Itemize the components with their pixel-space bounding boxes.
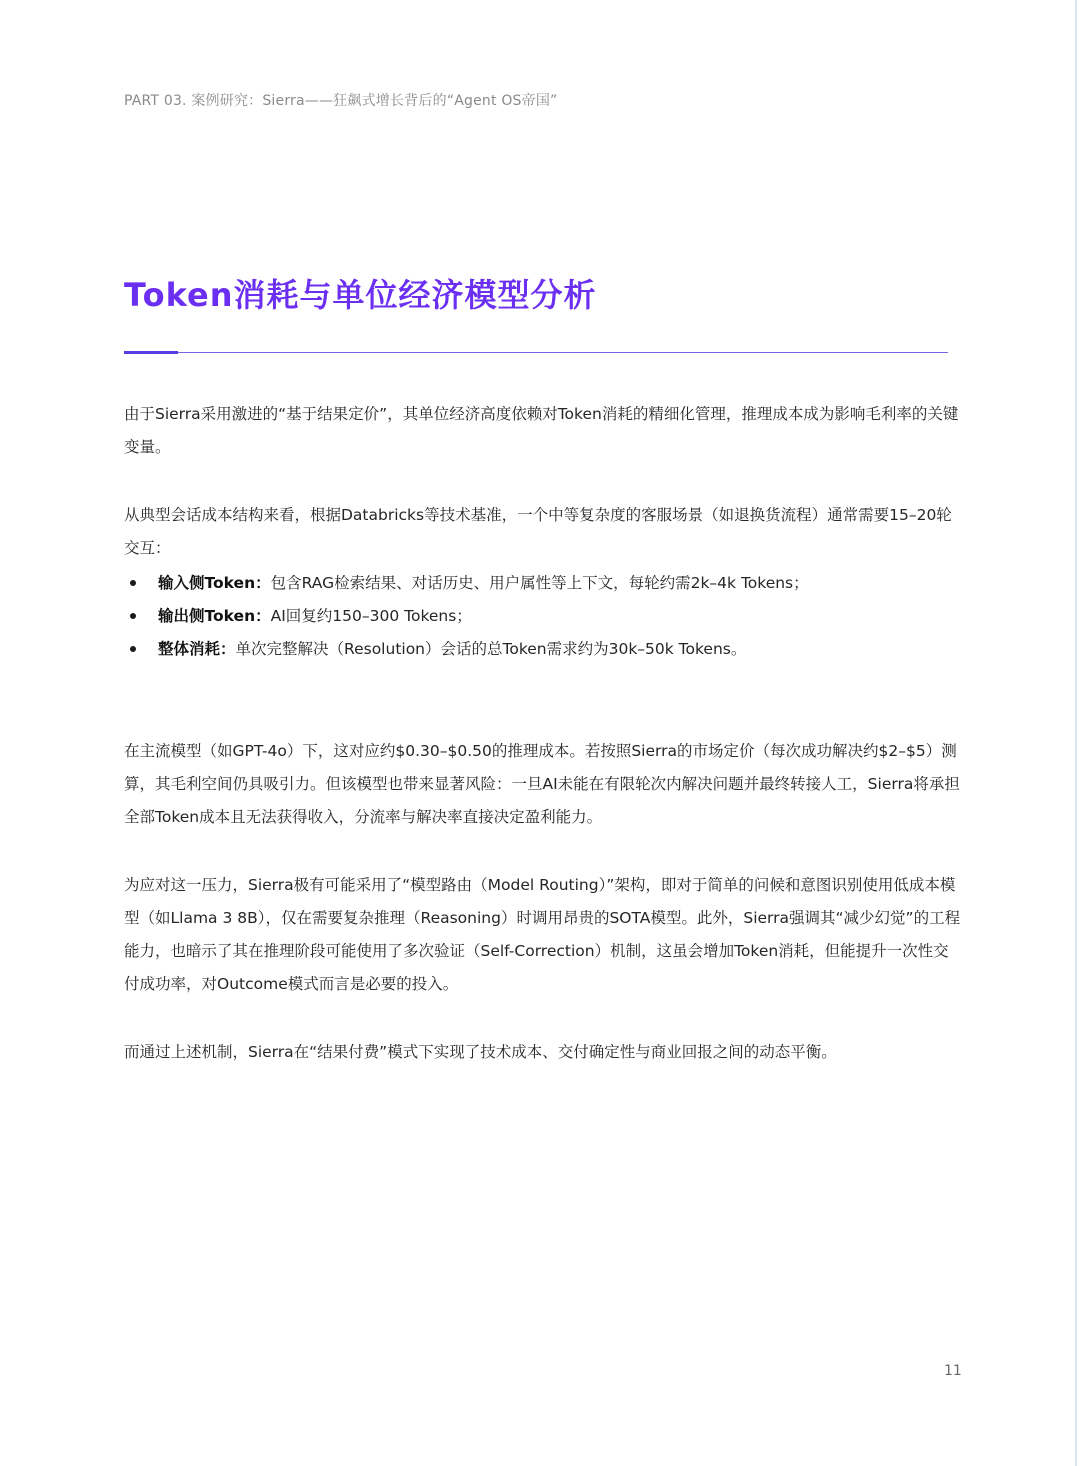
bullet-text: 单次完整解决（Resolution）会话的总Token需求约为30k–50k Tokens。 — [235, 640, 747, 658]
paragraph-cost-structure: 从典型会话成本结构来看，根据Databricks等技术基准，一个中等复杂度的客服场景（如退换货流程）通常需要15–20轮交互： — [124, 506, 952, 557]
bullet-dot-icon — [130, 646, 136, 652]
section-title: Token消耗与单位经济模型分析 — [124, 276, 597, 314]
title-divider-accent — [124, 351, 178, 354]
page-number: 11 — [944, 1363, 962, 1379]
page-edge-line — [1075, 0, 1077, 1466]
list-item — [124, 567, 964, 600]
paragraph-model-routing: 为应对这一压力，Sierra极有可能采用了“模型路由（Model Routing）”架构，即对于简单的问候和意图识别使用低成本模型（如Llama 3 8B），仅在需要复杂推理（Reasoning）时调用昂贵的SOTA模型。此外，Sierra强调其“减少幻觉”的工程能力，也暗示了其在推理阶段可能使用了多次验证（Self-Correction）机制，这虽会增加Token消耗，但能提升一次性交付成功率，对Outcome模式而言是必要的投入。 — [124, 876, 961, 993]
bullet-label: 输入侧Token： — [158, 574, 271, 592]
bullet-text: 包含RAG检索结果、对话历史、用户属性等上下文，每轮约需2k–4k Tokens； — [270, 574, 809, 592]
running-header: PART 03. 案例研究：Sierra——狂飙式增长背后的“Agent OS帝国” — [124, 93, 558, 109]
list-item — [124, 633, 964, 666]
paragraph-conclusion: 而通过上述机制，Sierra在“结果付费”模式下实现了技术成本、交付确定性与商业回报之间的动态平衡。 — [124, 1043, 837, 1061]
list-item — [124, 600, 964, 633]
paragraph-intro: 由于Sierra采用激进的“基于结果定价”，其单位经济高度依赖对Token消耗的精细化管理，推理成本成为影响毛利率的关键变量。 — [124, 405, 959, 456]
bullet-text: AI回复约150–300 Tokens； — [270, 607, 472, 625]
title-divider — [124, 352, 948, 353]
bullet-label: 输出侧Token： — [158, 607, 271, 625]
body-content — [124, 398, 964, 1069]
bullet-dot-icon — [130, 580, 136, 586]
bullet-dot-icon — [130, 613, 136, 619]
paragraph-inference-cost: 在主流模型（如GPT-4o）下，这对应约$0.30–$0.50的推理成本。若按照Sierra的市场定价（每次成功解决约$2–$5）测算，其毛利空间仍具吸引力。但该模型也带来显著风险：一旦AI未能在有限轮次内解决问题并最终转接人工，Sierra将承担全部Token成本且无法获得收入，分流率与解决率直接决定盈利能力。 — [124, 742, 960, 826]
token-bullet-list — [124, 567, 964, 666]
bullet-label: 整体消耗： — [158, 640, 236, 658]
